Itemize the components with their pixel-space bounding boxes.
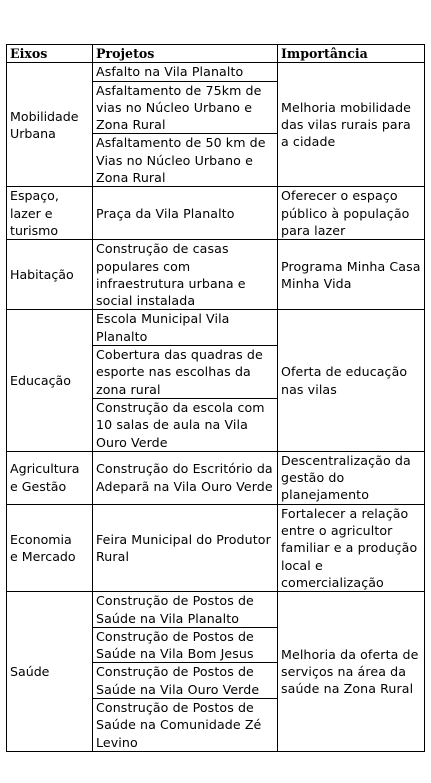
projeto-cell: Praça da Vila Planalto bbox=[93, 187, 278, 240]
projeto-cell: Cobertura das quadras de esporte nas escolhas da zona rural bbox=[93, 346, 278, 399]
projeto-cell: Construção de Postos de Saúde na Comunidade Zé Levino bbox=[93, 698, 278, 751]
importancia-cell: Melhoria mobilidade das vilas rurais para a cidade bbox=[278, 63, 425, 187]
eixo-cell: Espaço, lazer e turismo bbox=[7, 187, 93, 240]
projeto-cell: Asfaltamento de 75km de vias no Núcleo Urbano e Zona Rural bbox=[93, 81, 278, 134]
eixo-cell: Habitação bbox=[7, 240, 93, 310]
projeto-cell: Construção de Postos de Saúde na Vila Planalto bbox=[93, 592, 278, 628]
projeto-cell: Escola Municipal Vila Planalto bbox=[93, 310, 278, 346]
projeto-cell: Feira Municipal do Produtor Rural bbox=[93, 504, 278, 591]
projects-table bbox=[6, 44, 425, 752]
projeto-cell: Construção de Postos de Saúde na Vila Bom Jesus bbox=[93, 627, 278, 663]
projeto-cell: Construção de Postos de Saúde na Vila Ouro Verde bbox=[93, 663, 278, 699]
table-row bbox=[7, 240, 425, 310]
projeto-cell: Asfaltamento de 50 km de Vias no Núcleo Urbano e Zona Rural bbox=[93, 134, 278, 187]
importancia-cell: Fortalecer a relação entre o agricultor familiar e a produção local e comercialização bbox=[278, 504, 425, 591]
header-row bbox=[7, 45, 425, 63]
eixo-cell: Saúde bbox=[7, 592, 93, 752]
importancia-cell: Descentralização da gestão do planejamento bbox=[278, 451, 425, 504]
table-row bbox=[7, 310, 425, 346]
importancia-cell: Oferecer o espaço público à população para lazer bbox=[278, 187, 425, 240]
eixo-cell: Economia e Mercado bbox=[7, 504, 93, 591]
header-projetos: Projetos bbox=[93, 45, 278, 63]
projeto-cell: Construção da escola com 10 salas de aula na Vila Ouro Verde bbox=[93, 398, 278, 451]
header-importancia: Importância bbox=[278, 45, 425, 63]
table-row bbox=[7, 187, 425, 240]
eixo-cell: Mobilidade Urbana bbox=[7, 63, 93, 187]
importancia-cell: Melhoria da oferta de serviços na área da saúde na Zona Rural bbox=[278, 592, 425, 752]
importancia-cell: Oferta de educação nas vilas bbox=[278, 310, 425, 451]
table-row bbox=[7, 63, 425, 81]
projeto-cell: Construção do Escritório da Adeparã na Vila Ouro Verde bbox=[93, 451, 278, 504]
projeto-cell: Construção de casas populares com infraestrutura urbana e social instalada bbox=[93, 240, 278, 310]
table-row bbox=[7, 504, 425, 591]
table-row bbox=[7, 592, 425, 628]
eixo-cell: Educação bbox=[7, 310, 93, 451]
header-eixos: Eixos bbox=[7, 45, 93, 63]
eixo-cell: Agricultura e Gestão bbox=[7, 451, 93, 504]
importancia-cell: Programa Minha Casa Minha Vida bbox=[278, 240, 425, 310]
table-row bbox=[7, 451, 425, 504]
projeto-cell: Asfalto na Vila Planalto bbox=[93, 63, 278, 81]
